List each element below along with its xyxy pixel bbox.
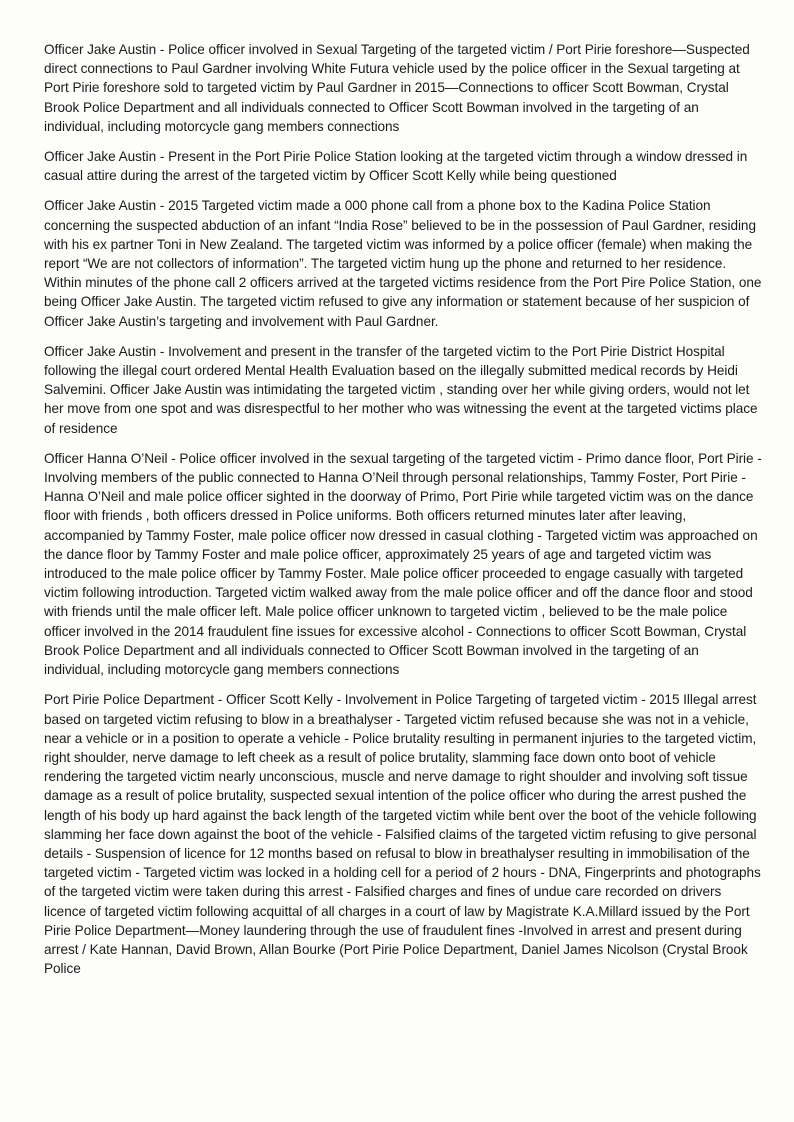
paragraph-jake-austin-station-window: Officer Jake Austin - Present in the Port Pirie Police Station looking at the targeted victim through a window dressed in casual attire during the arrest of the targeted victim by Officer Scott Kelly while being questioned [44, 149, 748, 184]
paragraph-hanna-oneil-primo: Officer Hanna O’Neil - Police officer involved in the sexual targeting of the targeted victim - Primo dance floor, Port Pirie - Involving members of the public connected to Hanna O’Neil through personal relationships, Tammy Foster, Port Pirie - Hanna O’Neil and male police officer sighted in the doorway of Primo, Port Pirie while targeted victim was on the dance floor with friends , both officers dressed in Police uniforms. Both officers returned minutes later after leaving, accompanied by Tammy Foster, male police officer now dressed in casual clothing - Targeted victim was approached on the dance floor by Tammy Foster and male police officer, approximately 25 years of age and targeted victim was introduced to the male police officer by Tammy Foster. Male police officer proceeded to engage casually with targeted victim following introduction. Targeted victim walked away from the male police officer and off the dance floor and stood with friends until the male officer left. Male police officer unknown to targeted victim , believed to be the male police officer involved in the 2014 fraudulent fine issues for excessive alcohol - Connections to officer Scott Bowman, Crystal Brook Police Department and all individuals connected to Officer Scott Bowman involved in the targeting of an individual, including motorcycle gang members connections [44, 450, 762, 678]
document-body [44, 40, 762, 989]
paragraph-jake-austin-foreshore: Officer Jake Austin - Police officer involved in Sexual Targeting of the targeted victim / Port Pirie foreshore—Suspected direct connections to Paul Gardner involving White Futura vehicle used by the police officer in the Sexual targeting at Port Pirie foreshore sold to targeted victim by Paul Gardner in 2015—Connections to officer Scott Bowman, Crystal Brook Police Department and all individuals connected to Officer Scott Bowman involved in the targeting of an individual, including motorcycle gang members connections [44, 42, 750, 134]
paragraph-scott-kelly-arrest: Port Pirie Police Department - Officer Scott Kelly - Involvement in Police Targeting of targeted victim - 2015 Illegal arrest based on targeted victim refusing to blow in a breathalyser - Targeted victim refused because she was not in a vehicle, near a vehicle or in a position to operate a vehicle - Police brutality resulting in permanent injuries to the targeted victim, right shoulder, nerve damage to left cheek as a result of police brutality, slamming face down onto boot of vehicle rendering the targeted victim nearly unconscious, muscle and nerve damage to right shoulder and involving soft tissue damage as a result of police brutality, suspected sexual intention of the police officer who during the arrest pushed the length of his body up hard against the back length of the targeted victim while bent over the boot of the vehicle following slamming her face down against the boot of the vehicle - Falsified claims of the targeted victim refusing to give personal details - Suspension of licence for 12 months based on refusal to blow in breathalyser resulting in immobilisation of the targeted victim - Targeted victim was locked in a holding cell for a period of 2 hours - DNA, Fingerprints and photographs of the targeted victim were taken during this arrest - Falsified charges and fines of undue care recorded on drivers licence of targeted victim following acquittal of all charges in a court of law by Magistrate K.A.Millard issued by the Port Pirie Police Department—Money laundering through the use of fraudulent fines -Involved in arrest and present during arrest / Kate Hannan, David Brown, Allan Bourke (Port Pirie Police Department, Daniel James Nicolson (Crystal Brook Police [44, 692, 761, 977]
paragraph-jake-austin-000-call: Officer Jake Austin - 2015 Targeted victim made a 000 phone call from a phone box to the Kadina Police Station concerning the suspected abduction of an infant “India Rose” believed to be in the possession of Paul Gardner, residing with his ex partner Toni in New Zealand. The targeted victim was informed by a police officer (female) when making the report “We are not collectors of information”. The targeted victim hung up the phone and returned to her residence. Within minutes of the phone call 2 officers arrived at the targeted victims residence from the Port Pire Police Station, one being Officer Jake Austin. The targeted victim refused to give any information or statement because of her suspicion of Officer Jake Austin’s targeting and involvement with Paul Gardner. [44, 198, 762, 329]
paragraph-jake-austin-hospital-transfer: Officer Jake Austin - Involvement and present in the transfer of the targeted victim to the Port Pirie District Hospital following the illegal court ordered Mental Health Evaluation based on the illegally submitted medical records by Heidi Salvemini. Officer Jake Austin was intimidating the targeted victim , standing over her while giving orders, would not let her move from one spot and was disrespectful to her mother who was witnessing the event at the targeted victims place of residence [44, 343, 758, 436]
